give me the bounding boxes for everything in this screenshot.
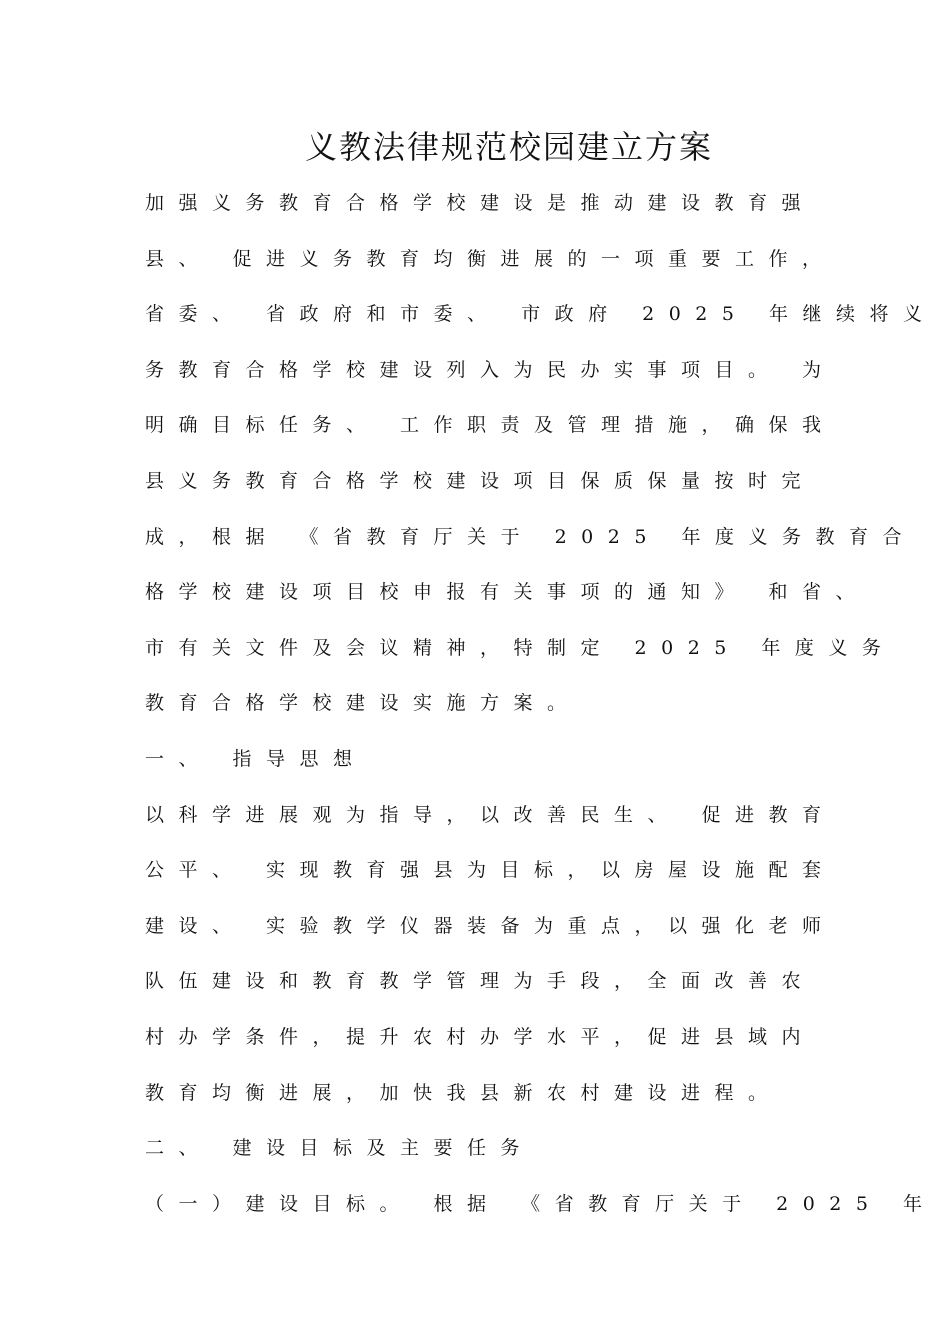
body-line: 公平、 实现教育强县为目标，以房屋设施配套 bbox=[145, 859, 836, 882]
body-line: 县、 促进义务教育均衡进展的一项重要工作， bbox=[145, 247, 836, 270]
body-line: 省委、 省政府和市委、 市政府 2025 年继续将义 bbox=[145, 303, 937, 326]
document-body bbox=[145, 176, 937, 1232]
body-line: 市有关文件及会议精神，特制定 2025 年度义务 bbox=[145, 636, 896, 659]
body-line: 格学校建设项目校申报有关事项的通知》 和省、 bbox=[145, 581, 870, 604]
body-line: 加强义务教育合格学校建设是推动建设教育强 bbox=[145, 192, 816, 214]
document-title-text: 义教法律规范校园建立方案 bbox=[304, 128, 713, 166]
body-line: 以科学进展观为指导，以改善民生、 促进教育 bbox=[145, 803, 836, 826]
body-line: 县义务教育合格学校建设项目保质保量按时完 bbox=[145, 469, 816, 492]
body-line: 务教育合格学校建设列入为民办实事项目。 为 bbox=[145, 358, 836, 381]
body-line: 队伍建设和教育教学管理为手段，全面改善农 bbox=[145, 970, 816, 993]
body-line: 村办学条件，提升农村办学水平，促进县域内 bbox=[145, 1025, 816, 1048]
section-heading: 二、 建设目标及主要任务 bbox=[145, 1137, 535, 1160]
body-line: （一）建设目标。 根据 《省教育厅关于 2025 年 bbox=[145, 1192, 937, 1215]
body-line: 教育合格学校建设实施方案。 bbox=[145, 692, 581, 715]
body-line: 建设、 实验教学仪器装备为重点，以强化老师 bbox=[145, 914, 836, 937]
body-line: 成，根据 《省教育厅关于 2025 年度义务教育合 bbox=[145, 525, 916, 548]
document-title bbox=[0, 122, 950, 172]
body-line: 教育均衡进展，加快我县新农村建设进程。 bbox=[145, 1081, 782, 1104]
section-heading: 一、 指导思想 bbox=[145, 747, 367, 770]
body-line: 明确目标任务、 工作职责及管理措施，确保我 bbox=[145, 414, 836, 437]
